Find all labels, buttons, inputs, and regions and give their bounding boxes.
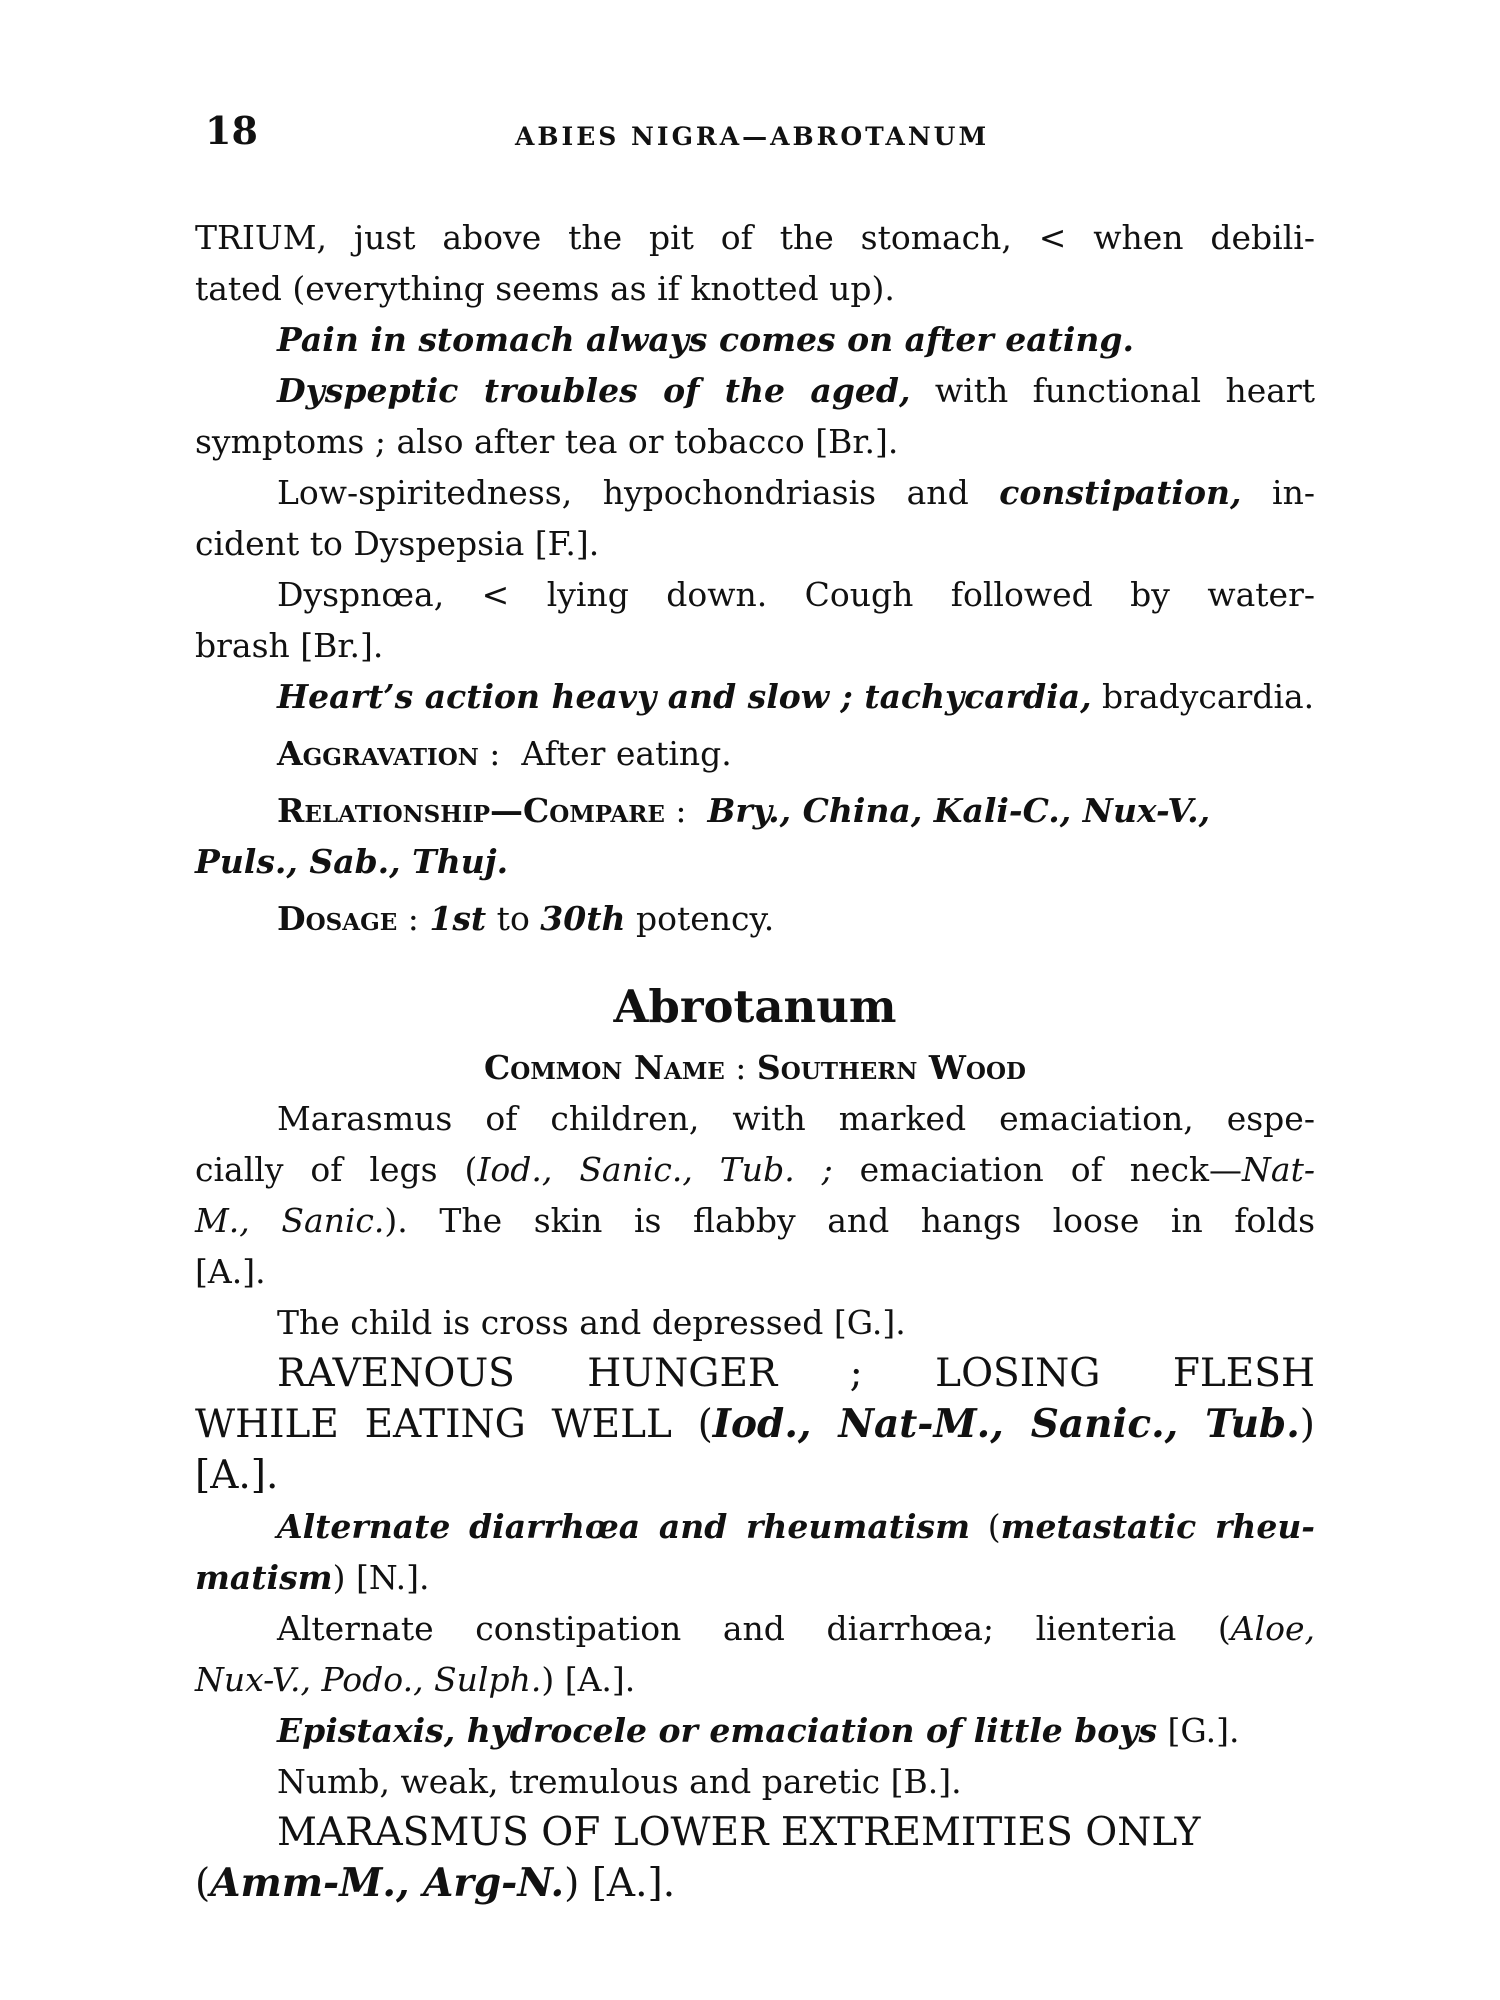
text-line: brash [Br.]. xyxy=(195,626,384,665)
italic-phrase: Amm-M., Arg-N. xyxy=(210,1860,565,1906)
common-name-line: Common Name : Southern Wood xyxy=(484,1048,1026,1087)
aggravation-text: After eating. xyxy=(521,734,732,773)
text-line xyxy=(195,1399,1315,1450)
text-line: Dyspnœa, < lying down. Cough followed by water- xyxy=(277,575,1315,614)
text-line xyxy=(195,1501,1315,1552)
italic-phrase: Dyspeptic troubles of the aged, xyxy=(277,371,911,410)
text-line: symptoms ; also after tea or tobacco [Br.]. xyxy=(195,422,899,461)
text-line: The child is cross and depressed [G.]. xyxy=(277,1303,906,1342)
text-line xyxy=(195,365,1315,416)
page-number: 18 xyxy=(205,108,258,153)
italic-phrase: Iod., Sanic., Tub. ; xyxy=(477,1150,833,1189)
italic-phrase: matism xyxy=(195,1558,333,1597)
text-line: cident to Dyspepsia [F.]. xyxy=(195,524,600,563)
text-line xyxy=(195,1144,1315,1195)
text-span: Alternate constipation and diarrhœa; lienteria ( xyxy=(277,1609,1231,1648)
text-line: TRIUM, just above the pit of the stomach, < when debili- xyxy=(195,218,1315,257)
text-line: Pain in stomach always comes on after eating. xyxy=(277,320,1134,359)
relationship-line: Relationship—Compare : Bry., China, Kali-C., Nux-V., xyxy=(277,791,1211,830)
text-line xyxy=(195,1603,1315,1654)
text-span: [G.]. xyxy=(1157,1711,1240,1750)
italic-phrase: Alternate diarrhœa and rheumatism xyxy=(277,1507,970,1546)
italic-phrase: M., Sanic. xyxy=(195,1201,385,1240)
dosage-to: 30th xyxy=(540,899,626,938)
text-span: ( xyxy=(195,1861,211,1906)
text-span: potency. xyxy=(625,899,775,938)
italic-phrase: metastatic rheu- xyxy=(1000,1507,1316,1546)
italic-phrase: Nux-V., Podo., Sulph. xyxy=(195,1660,542,1699)
text-line xyxy=(195,1654,1315,1705)
text-span: ) [A.]. xyxy=(541,1660,636,1699)
italic-phrase: Heart’s action heavy and slow ; tachycardia, xyxy=(277,677,1092,716)
common-name-label: Common Name xyxy=(484,1048,725,1087)
italic-phrase: Nat- xyxy=(1242,1150,1315,1189)
text-line: Numb, weak, tremulous and paretic [B.]. xyxy=(277,1762,962,1801)
text-span: ) [A.]. xyxy=(564,1861,676,1906)
relationship-remedies-cont: Puls., Sab., Thuj. xyxy=(195,842,509,881)
text-span: ) [N.]. xyxy=(332,1558,430,1597)
text-span: Low-spiritedness, hypochondriasis and xyxy=(277,473,1000,512)
section-title: Abrotanum xyxy=(613,980,897,1033)
italic-phrase: constipation, xyxy=(999,473,1242,512)
text-span: WHILE EATING WELL ( xyxy=(195,1402,713,1447)
text-span: ) xyxy=(1299,1402,1315,1447)
text-line xyxy=(195,1552,1315,1603)
relationship-remedies: Bry., China, Kali-C., Nux-V., xyxy=(707,791,1211,830)
dosage-label: Dosage xyxy=(277,899,398,938)
aggravation-line: Aggravation : After eating. xyxy=(277,734,732,773)
text-span: with functional heart xyxy=(910,371,1315,410)
running-title: ABIES NIGRA—ABROTANUM xyxy=(515,122,990,151)
text-line xyxy=(195,467,1315,518)
text-span: ( xyxy=(970,1507,1001,1546)
text-line: Marasmus of children, with marked emaciation, espe- xyxy=(277,1099,1315,1138)
text-span: emaciation of neck— xyxy=(832,1150,1243,1189)
text-line: MARASMUS OF LOWER EXTREMITIES ONLY xyxy=(277,1810,1201,1855)
running-head xyxy=(205,108,1305,168)
italic-phrase: Epistaxis, hydrocele or emaciation of little boys xyxy=(277,1711,1158,1750)
dosage-line: Dosage : 1st to 30th potency. xyxy=(277,899,775,938)
text-line: [A.]. xyxy=(195,1252,266,1291)
text-span: to xyxy=(486,899,541,938)
text-span: ). The skin is flabby and hangs loose in folds xyxy=(384,1201,1316,1240)
text-line: RAVENOUS HUNGER ; LOSING FLESH xyxy=(277,1351,1315,1396)
page-body xyxy=(195,212,1315,1909)
text-span: in- xyxy=(1241,473,1316,512)
text-line xyxy=(195,1195,1315,1246)
aggravation-label: Aggravation xyxy=(277,734,479,773)
text-line xyxy=(195,671,1315,722)
dosage-from: 1st xyxy=(429,899,487,938)
common-name-value: Southern Wood xyxy=(756,1048,1026,1087)
text-line xyxy=(195,1705,1315,1756)
text-span: bradycardia. xyxy=(1091,677,1315,716)
text-span: cially of legs ( xyxy=(195,1150,478,1189)
italic-phrase: Aloe, xyxy=(1230,1609,1315,1648)
text-line: [A.]. xyxy=(195,1453,279,1498)
text-line: tated (everything seems as if knotted up). xyxy=(195,269,895,308)
relationship-label: Relationship—Compare xyxy=(277,791,665,830)
text-line xyxy=(195,1858,1315,1909)
italic-phrase: Iod., Nat-M., Sanic., Tub. xyxy=(712,1401,1300,1447)
